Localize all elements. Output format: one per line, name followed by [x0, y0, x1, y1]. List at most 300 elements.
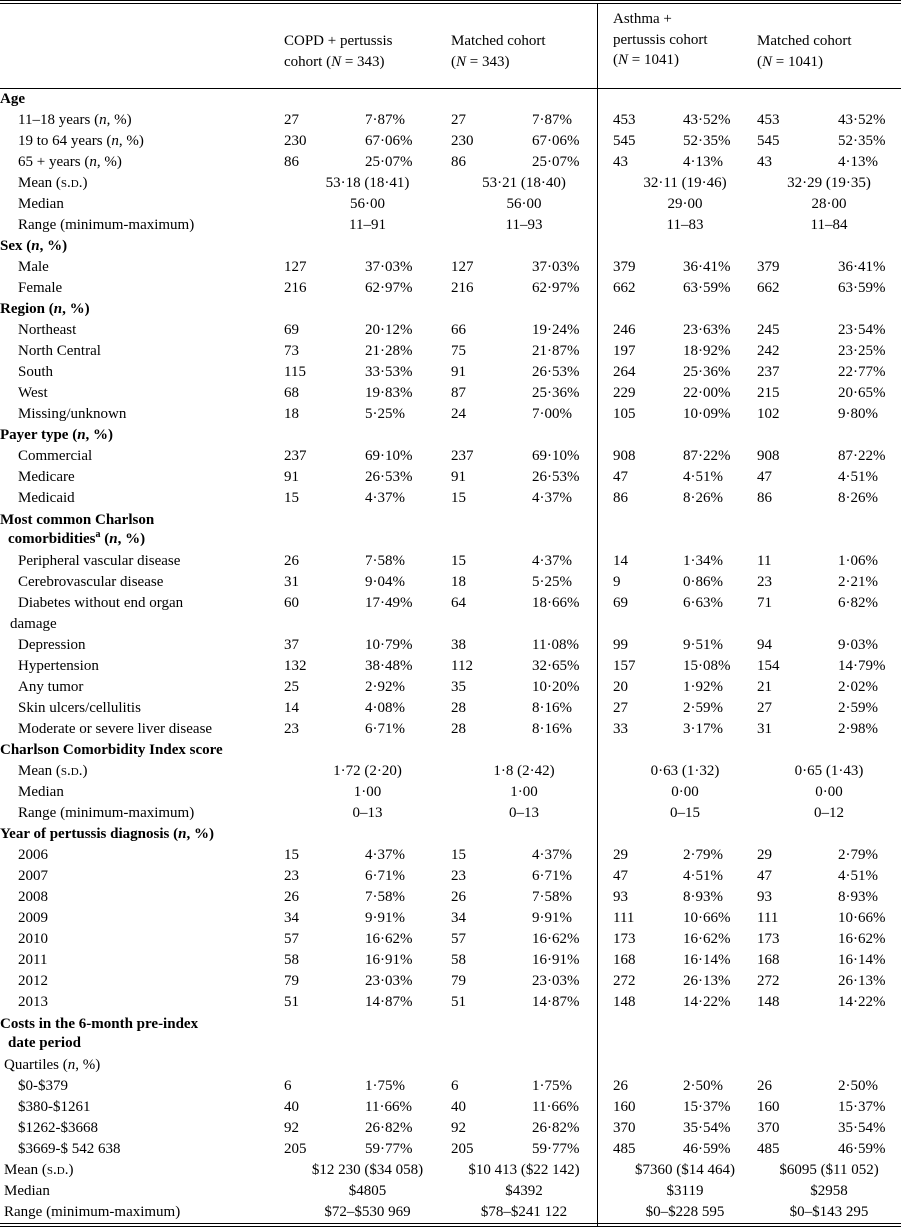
count-cell: 15 [284, 847, 299, 863]
percent-cell: 16·14% [683, 952, 731, 968]
row-label: 2007 [18, 868, 48, 884]
percent-cell: 52·35% [683, 133, 731, 149]
count-cell: 47 [613, 868, 629, 884]
percent-cell: 2·98% [838, 721, 879, 737]
header-matched1-line2a: ( [451, 53, 457, 70]
row-label: Range (minimum-maximum) [18, 217, 195, 233]
empty-cell [451, 1013, 532, 1055]
empty-cell [838, 509, 901, 551]
row-label: 2009 [18, 910, 48, 926]
percent-cell: 21·87% [532, 343, 580, 359]
table-row [0, 257, 901, 278]
row-label: West [18, 385, 48, 401]
header-asthma-line3b: = 1041) [628, 52, 679, 68]
summary-cell: 1·72 (2·20) [333, 763, 402, 779]
table-row [0, 845, 901, 866]
count-cell: 23 [757, 574, 773, 590]
count-cell: 112 [451, 658, 473, 674]
percent-cell: 15·37% [683, 1099, 731, 1115]
count-cell: 105 [613, 406, 636, 422]
count-cell: 94 [757, 637, 773, 653]
header-asthma-cohort [597, 3, 757, 89]
row-label: $1262-$3668 [18, 1120, 98, 1136]
count-cell: 69 [284, 322, 299, 338]
percent-cell: 23·25% [838, 343, 886, 359]
count-cell: 272 [613, 973, 636, 989]
row-label: Range (minimum-maximum) [18, 805, 195, 821]
header-copd-line2a: cohort ( [284, 53, 332, 70]
percent-cell: 16·62% [365, 931, 413, 947]
percent-cell: 15·08% [683, 658, 731, 674]
percent-cell: 52·35% [838, 133, 886, 149]
row-label: North Central [18, 343, 101, 359]
percent-cell: 23·63% [683, 322, 731, 338]
count-cell: 230 [284, 133, 307, 149]
table-row [0, 467, 901, 488]
count-cell: 21 [757, 679, 773, 695]
percent-cell: 59·77% [365, 1141, 413, 1157]
table-row [0, 887, 901, 908]
row-label: Any tumor [18, 679, 84, 695]
empty-cell [284, 1013, 365, 1055]
section-label: Payer type (n, %) [0, 427, 114, 443]
percent-cell: 9·91% [365, 910, 405, 926]
count-cell: 79 [451, 973, 467, 989]
count-cell: 173 [757, 931, 780, 947]
percent-cell: 25·36% [683, 364, 731, 380]
count-cell: 115 [284, 364, 306, 380]
empty-cell [451, 824, 532, 845]
section-label: Region (n, %) [0, 301, 90, 317]
empty-cell [532, 509, 597, 551]
summary-cell: $2958 [810, 1183, 848, 1199]
count-cell: 92 [284, 1120, 299, 1136]
percent-cell: 17·49% [365, 595, 413, 611]
count-cell: 264 [613, 364, 636, 380]
count-cell: 229 [613, 385, 636, 401]
count-cell: 99 [613, 637, 629, 653]
percent-cell: 9·91% [532, 910, 573, 926]
percent-cell: 43·52% [683, 112, 731, 128]
percent-cell: 8·26% [683, 490, 724, 506]
header-asthma-line1: Asthma + [613, 11, 672, 27]
table-row [0, 635, 901, 656]
table-row [0, 1076, 901, 1097]
empty-cell [451, 299, 532, 320]
row-label: Mean (s.d.) [18, 175, 88, 191]
percent-cell: 46·59% [838, 1141, 886, 1157]
table-row [0, 677, 901, 698]
empty-cell [597, 740, 683, 761]
percent-cell: 8·93% [838, 889, 879, 905]
table-row [0, 551, 901, 572]
empty-cell [838, 824, 901, 845]
count-cell: 216 [451, 280, 474, 296]
table-row [0, 341, 901, 362]
table-row [0, 1118, 901, 1139]
percent-cell: 32·65% [532, 658, 580, 674]
empty-cell [838, 425, 901, 446]
percent-cell: 4·51% [683, 469, 724, 485]
percent-cell: 8·16% [532, 721, 573, 737]
count-cell: 40 [451, 1099, 467, 1115]
percent-cell: 87·22% [838, 448, 886, 464]
count-cell: 132 [284, 658, 307, 674]
percent-cell: 36·41% [683, 259, 731, 275]
count-cell: 47 [757, 469, 773, 485]
count-cell: 272 [757, 973, 780, 989]
count-cell: 6 [284, 1078, 292, 1094]
summary-cell: 56·00 [350, 196, 385, 212]
table-row [0, 719, 901, 740]
table-row [0, 173, 901, 194]
count-cell: 216 [284, 280, 307, 296]
count-cell: 86 [613, 490, 629, 506]
table-row [0, 1139, 901, 1160]
count-cell: 453 [613, 112, 636, 128]
count-cell: 662 [757, 280, 780, 296]
table-row [0, 656, 901, 677]
count-cell: 73 [284, 343, 299, 359]
percent-cell: 35·54% [838, 1120, 886, 1136]
percent-cell: 3·17% [683, 721, 724, 737]
count-cell: 29 [757, 847, 773, 863]
count-cell: 9 [613, 574, 621, 590]
header-copd-line2b: = 343) [341, 53, 385, 70]
percent-cell: 26·53% [532, 469, 580, 485]
count-cell: 26 [757, 1078, 773, 1094]
empty-cell [284, 824, 365, 845]
table-row [0, 1097, 901, 1118]
empty-cell [532, 236, 597, 257]
table-row [0, 866, 901, 887]
table-row [0, 194, 901, 215]
count-cell: 14 [613, 553, 629, 569]
percent-cell: 16·62% [838, 931, 886, 947]
empty-cell [757, 1055, 838, 1076]
count-cell: 11 [757, 553, 772, 569]
empty-cell [532, 299, 597, 320]
percent-cell: 37·03% [365, 259, 413, 275]
percent-cell: 5·25% [365, 406, 405, 422]
header-copd-line1: COPD + pertussis [284, 33, 393, 49]
count-cell: 60 [284, 595, 299, 611]
count-cell: 26 [284, 553, 299, 569]
count-cell: 31 [284, 574, 299, 590]
percent-cell: 1·75% [532, 1078, 573, 1094]
empty-cell [757, 1013, 838, 1055]
header-copd-cohort [284, 3, 451, 89]
table-row [0, 1202, 901, 1223]
empty-cell [532, 1013, 597, 1055]
count-cell: 205 [284, 1141, 307, 1157]
empty-cell [365, 1013, 451, 1055]
empty-cell [365, 425, 451, 446]
row-label: Depression [18, 637, 86, 653]
percent-cell: 26·13% [683, 973, 731, 989]
count-cell: 662 [613, 280, 636, 296]
empty-cell [683, 89, 757, 111]
row-label: 2012 [18, 973, 48, 989]
count-cell: 111 [757, 910, 779, 926]
percent-cell: 26·13% [838, 973, 886, 989]
percent-cell: 10·79% [365, 637, 413, 653]
count-cell: 37 [284, 637, 299, 653]
summary-cell: 53·18 (18·41) [325, 175, 410, 191]
table-row [0, 950, 901, 971]
summary-cell: $4805 [348, 1183, 387, 1199]
section-label: Sex (n, %) [0, 238, 68, 254]
count-cell: 68 [284, 385, 299, 401]
row-label: Range (minimum-maximum) [4, 1204, 181, 1220]
count-cell: 485 [613, 1141, 636, 1157]
percent-cell: 16·14% [838, 952, 886, 968]
table-row [0, 488, 901, 509]
header-matched-1 [451, 3, 597, 89]
empty-cell [683, 1055, 757, 1076]
percent-cell: 14·22% [683, 994, 731, 1010]
count-cell: 485 [757, 1141, 780, 1157]
count-cell: 58 [451, 952, 467, 968]
percent-cell: 87·22% [683, 448, 731, 464]
summary-cell: 0·00 [815, 784, 843, 800]
percent-cell: 6·71% [365, 868, 405, 884]
summary-cell: $0–$143 295 [789, 1204, 869, 1220]
row-label: Cerebrovascular disease [18, 574, 164, 590]
empty-cell [365, 299, 451, 320]
table-row [0, 782, 901, 803]
table-row [0, 593, 901, 635]
count-cell: 168 [757, 952, 780, 968]
percent-cell: 4·08% [365, 700, 405, 716]
row-label: Northeast [18, 322, 77, 338]
table-row [0, 1013, 901, 1055]
count-cell: 908 [613, 448, 636, 464]
percent-cell: 2·79% [838, 847, 879, 863]
count-cell: 27 [613, 700, 629, 716]
count-cell: 27 [757, 700, 773, 716]
summary-cell: 0–13 [509, 805, 540, 821]
percent-cell: 10·66% [683, 910, 731, 926]
count-cell: 93 [757, 889, 773, 905]
percent-cell: 6·71% [532, 868, 573, 884]
count-cell: 242 [757, 343, 780, 359]
percent-cell: 69·10% [532, 448, 580, 464]
percent-cell: 2·59% [683, 700, 724, 716]
count-cell: 43 [757, 154, 773, 170]
empty-cell [284, 89, 365, 111]
summary-cell: 32·29 (19·35) [787, 175, 871, 191]
row-label: $380-$1261 [18, 1099, 91, 1115]
table-row [0, 824, 901, 845]
count-cell: 215 [757, 385, 780, 401]
count-cell: 91 [451, 469, 467, 485]
percent-cell: 16·62% [532, 931, 580, 947]
count-cell: 197 [613, 343, 636, 359]
percent-cell: 2·92% [365, 679, 405, 695]
summary-cell: 0–15 [670, 805, 701, 821]
percent-cell: 25·36% [532, 385, 580, 401]
empty-cell [451, 89, 532, 111]
empty-cell [365, 89, 451, 111]
count-cell: 453 [757, 112, 780, 128]
count-cell: 27 [284, 112, 299, 128]
percent-cell: 4·13% [683, 154, 724, 170]
count-cell: 15 [451, 847, 467, 863]
percent-cell: 6·63% [683, 595, 724, 611]
empty-cell [284, 299, 365, 320]
empty-cell [597, 824, 683, 845]
count-cell: 20 [613, 679, 629, 695]
percent-cell: 16·62% [683, 931, 731, 947]
percent-cell: 26·53% [365, 469, 413, 485]
summary-cell: 53·21 (18·40) [482, 175, 566, 191]
percent-cell: 4·37% [365, 490, 405, 506]
empty-cell [838, 89, 901, 111]
table-row [0, 740, 901, 761]
count-cell: 92 [451, 1120, 467, 1136]
count-cell: 38 [451, 637, 467, 653]
summary-cell: 11–84 [810, 217, 848, 233]
percent-cell: 23·03% [532, 973, 580, 989]
percent-cell: 7·87% [532, 112, 573, 128]
header-matched2-line2a: ( [757, 53, 763, 70]
count-cell: 18 [284, 406, 299, 422]
empty-cell [284, 425, 365, 446]
table-row [0, 971, 901, 992]
percent-cell: 8·93% [683, 889, 724, 905]
count-cell: 34 [451, 910, 467, 926]
summary-cell: 32·11 (19·46) [643, 175, 727, 191]
percent-cell: 2·50% [838, 1078, 879, 1094]
table-row [0, 131, 901, 152]
count-cell: 370 [757, 1120, 780, 1136]
percent-cell: 16·91% [532, 952, 580, 968]
percent-cell: 7·58% [532, 889, 573, 905]
count-cell: 25 [284, 679, 299, 695]
section-label: Most common Charlson comorbidities$^a$ (n, %) [0, 512, 155, 547]
empty-cell [365, 1055, 451, 1076]
summary-cell: 11–93 [505, 217, 543, 233]
percent-cell: 4·51% [838, 469, 879, 485]
percent-cell: 14·79% [838, 658, 886, 674]
count-cell: 205 [451, 1141, 474, 1157]
header-copd-n: N [331, 53, 342, 70]
summary-cell: $10 413 ($22 142) [468, 1162, 580, 1178]
percent-cell: 26·82% [365, 1120, 413, 1136]
percent-cell: 7·58% [365, 553, 405, 569]
percent-cell: 8·16% [532, 700, 573, 716]
empty-cell [683, 824, 757, 845]
count-cell: 102 [757, 406, 780, 422]
table-row [0, 572, 901, 593]
count-cell: 34 [284, 910, 299, 926]
percent-cell: 59·77% [532, 1141, 580, 1157]
count-cell: 14 [284, 700, 299, 716]
summary-cell: $3119 [666, 1183, 704, 1199]
percent-cell: 20·65% [838, 385, 886, 401]
count-cell: 379 [613, 259, 636, 275]
count-cell: 57 [284, 931, 299, 947]
count-cell: 160 [613, 1099, 636, 1115]
percent-cell: 22·00% [683, 385, 731, 401]
percent-cell: 9·04% [365, 574, 405, 590]
header-matched2-n: N [762, 53, 773, 70]
count-cell: 23 [284, 868, 299, 884]
row-label: Missing/unknown [18, 406, 127, 422]
row-label: Diabetes without end organ damage [10, 595, 184, 632]
row-label: Medicaid [18, 490, 75, 506]
count-cell: 29 [613, 847, 629, 863]
empty-cell [597, 509, 683, 551]
bottom-rule [0, 1223, 901, 1224]
table-row [0, 110, 901, 131]
count-cell: 168 [613, 952, 636, 968]
row-label: Median [18, 196, 64, 212]
percent-cell: 33·53% [365, 364, 413, 380]
percent-cell: 4·37% [532, 553, 573, 569]
row-label: Median [4, 1183, 50, 1199]
percent-cell: 1·92% [683, 679, 724, 695]
empty-cell [532, 740, 597, 761]
empty-cell [451, 509, 532, 551]
percent-cell: 19·83% [365, 385, 413, 401]
count-cell: 35 [451, 679, 467, 695]
percent-cell: 7·00% [532, 406, 573, 422]
percent-cell: 26·53% [532, 364, 580, 380]
count-cell: 47 [757, 868, 773, 884]
summary-cell: 0–13 [352, 805, 383, 821]
count-cell: 26 [284, 889, 299, 905]
empty-cell [683, 236, 757, 257]
empty-cell [451, 236, 532, 257]
percent-cell: 1·34% [683, 553, 724, 569]
percent-cell: 22·77% [838, 364, 886, 380]
percent-cell: 62·97% [532, 280, 580, 296]
row-label: Female [18, 280, 63, 296]
percent-cell: 2·50% [683, 1078, 724, 1094]
percent-cell: 11·66% [532, 1099, 579, 1115]
empty-cell [365, 824, 451, 845]
table-row [0, 299, 901, 320]
row-label: 2013 [18, 994, 48, 1010]
table-row [0, 446, 901, 467]
row-label: Moderate or severe liver disease [18, 721, 213, 737]
percent-cell: 10·66% [838, 910, 886, 926]
count-cell: 86 [451, 154, 467, 170]
percent-cell: 67·06% [532, 133, 580, 149]
percent-cell: 69·10% [365, 448, 413, 464]
row-label: Quartiles (n, %) [4, 1057, 101, 1073]
count-cell: 57 [451, 931, 467, 947]
row-label: Hypertension [18, 658, 99, 674]
summary-cell: 1·00 [353, 784, 382, 800]
header-asthma-n: N [618, 52, 629, 68]
header-matched1-n: N [456, 53, 467, 70]
table-row [0, 278, 901, 299]
header-matched-2 [757, 3, 901, 89]
empty-cell [451, 740, 532, 761]
row-label: 2008 [18, 889, 48, 905]
header-characteristic [0, 3, 284, 89]
count-cell: 24 [451, 406, 467, 422]
empty-cell [597, 1013, 683, 1055]
table-row [0, 89, 901, 111]
count-cell: 545 [757, 133, 780, 149]
percent-cell: 2·21% [838, 574, 879, 590]
empty-cell [597, 299, 683, 320]
count-cell: 15 [284, 490, 299, 506]
